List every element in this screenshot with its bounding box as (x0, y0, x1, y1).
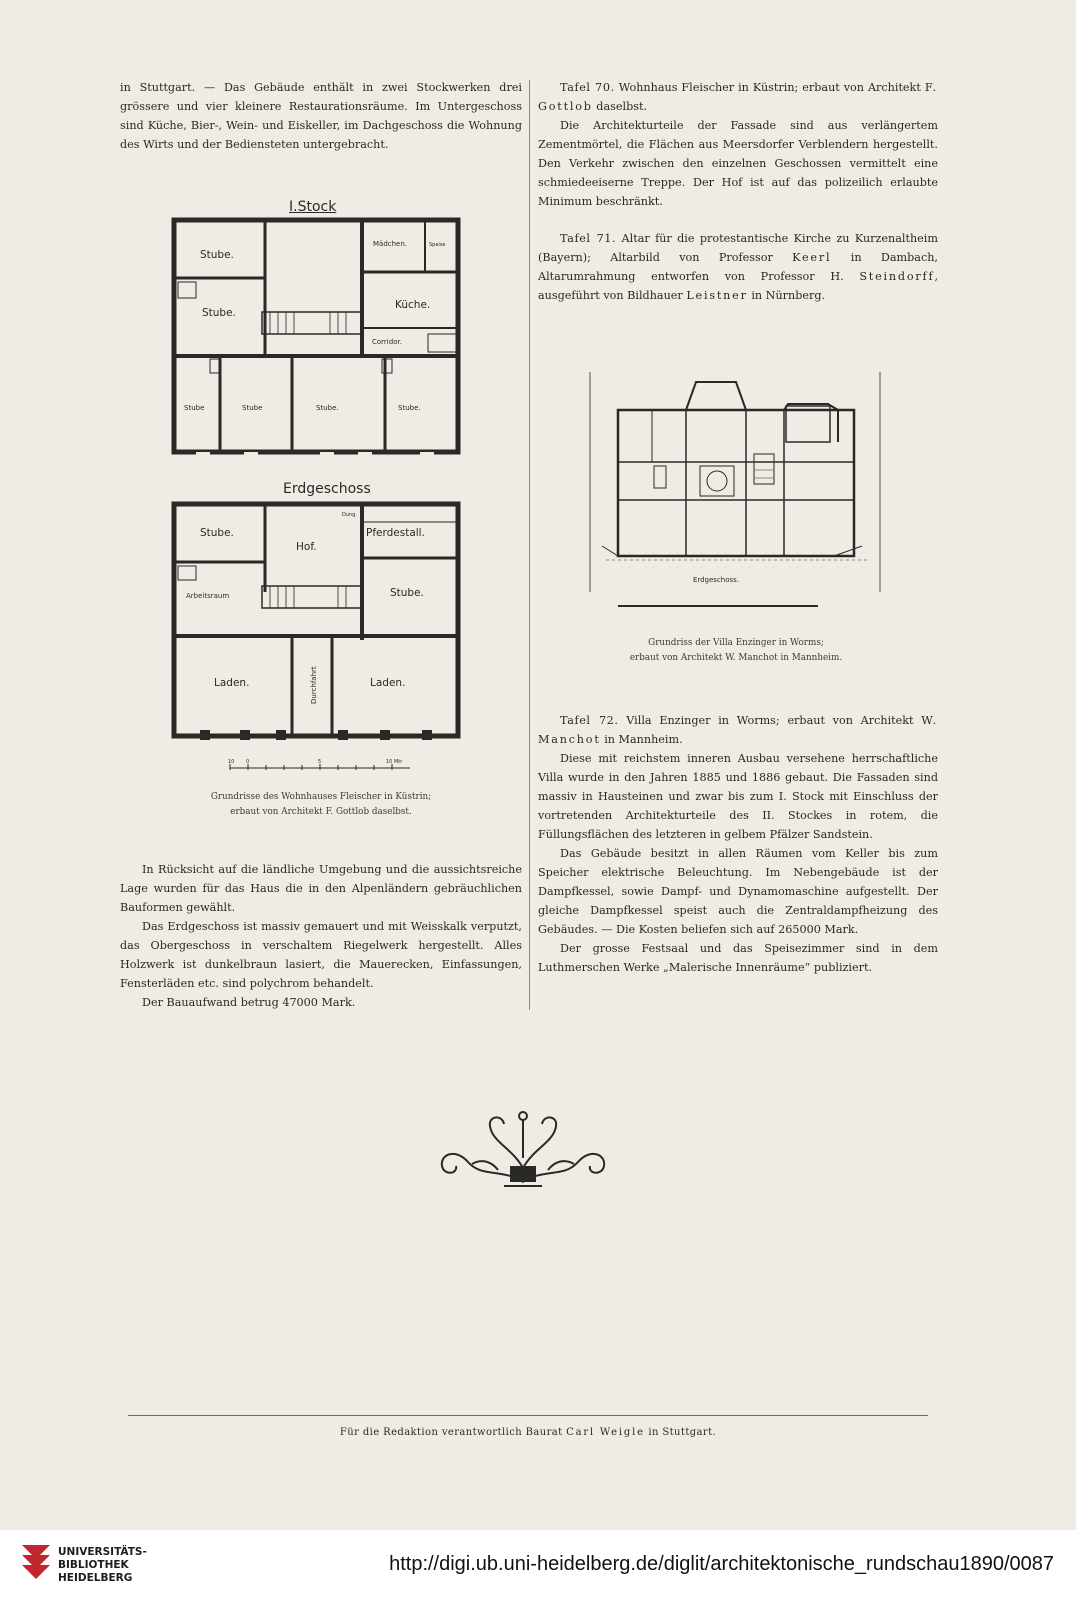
villa-floor-plan (588, 370, 884, 626)
tafel-72-paragraph: Tafel 72. Villa Enzinger in Worms; erbaut von Architekt W. Manchot in Mannheim. (538, 714, 938, 746)
tafel-72-equipment: Das Gebäude besitzt in allen Räumen vom Keller bis zum Speicher elektrische Beleuchtung. Im Nebengebäude ist der Dampfkessel, sowie Dampf- und Dynamomaschine aufgestellt. Der gleiche Dampfkessel speist auch die Zentraldampfheizung des Gebäudes. — Die Kosten beliefen sich auf 265000 Mark. (538, 847, 938, 936)
right-figure-caption (568, 636, 904, 666)
library-name: UNIVERSITÄTS- BIBLIOTHEK HEIDELBERG (58, 1546, 147, 1584)
source-url-link[interactable]: http://digi.ub.uni-heidelberg.de/diglit/architektonische_rundschau1890/0087 (389, 1553, 1054, 1575)
room-label: Stube. (398, 404, 421, 412)
left-column (120, 78, 522, 154)
ornament (432, 1108, 614, 1190)
right-column (538, 78, 938, 305)
footer-credit: Für die Redaktion verantwortlich Baurat Carl Weigle in Stuttgart. (339, 1427, 717, 1438)
caption-line: erbaut von Architekt W. Manchot in Mannheim. (629, 653, 843, 663)
footer-rule (128, 1415, 928, 1416)
room-label: Arbeitsraum (186, 592, 230, 600)
left-figure-caption (120, 790, 522, 820)
column-divider (529, 80, 530, 1010)
room-label: Stube. (202, 307, 236, 319)
room-label: Speise (429, 242, 446, 248)
room-label: Stube. (390, 587, 424, 599)
caption-line: erbaut von Architekt F. Gottlob daselbst. (230, 807, 412, 817)
villa-plan-label: Erdgeschoss. (692, 576, 740, 584)
room-label: Küche. (395, 299, 431, 311)
tafel-71-paragraph: Tafel 71. Altar für die protestantische Kirche zu Kurzenaltheim (Bayern); Altarbild von Professor Keerl in Dambach, Altarumrahmung entworfen von Professor H. Steindorff, ausgeführt von Bildhauer Leistner in Nürnberg. (538, 232, 938, 302)
tafel-70-paragraph: Tafel 70. Wohnhaus Fleischer in Küstrin; erbaut von Architekt F. Gottlob daselbst. (538, 81, 938, 113)
room-label: Stube (242, 404, 263, 412)
room-label: Hof. (296, 541, 317, 553)
room-label: Mädchen. (373, 240, 408, 248)
left-para-1: in Stuttgart. — Das Gebäude enthält in zwei Stockwerken drei grössere und vier kleinere Restaurationsräume. Im Untergeschoss sind Küche, Bier-, Wein- und Eiskeller, im Dachgeschoss die Wohnung des Wirts und der Bediensteten untergebracht. (120, 81, 522, 151)
floor-plan-ground (170, 500, 462, 742)
room-label: Pferdestall. (366, 527, 425, 539)
scale-label: 5 (318, 759, 322, 765)
plan-ground-title: Erdgeschoss (283, 481, 371, 497)
plan-upper-title: I.Stock (289, 199, 337, 215)
tafel-72-publication: Der grosse Festsaal und das Speisezimmer sind in dem Luthmerschen Werke „Malerische Innenräume“ publiziert. (538, 942, 938, 974)
left-para-2: In Rücksicht auf die ländliche Umgebung und die aussichtsreiche Lage wurden für das Haus die in den Alpenländern gebräuchlichen Bauformen gewählt. (120, 863, 522, 914)
room-label: Laden. (370, 677, 406, 689)
caption-line: Grundrisse des Wohnhauses Fleischer in Küstrin; (210, 792, 432, 802)
room-label: Stube. (200, 249, 234, 261)
left-para-4: Der Bauaufwand betrug 47000 Mark. (142, 996, 356, 1009)
scale-label: 10 (228, 759, 235, 765)
room-label: Corridor. (372, 338, 402, 346)
left-para-3: Das Erdgeschoss ist massiv gemauert und mit Weisskalk verputzt, das Obergeschoss in verschaltem Riegelwerk hergestellt. Alles Holzwerk ist dunkelbraun lasiert, die Mauerecken, Einfassungen, Fensterläden etc. sind polychrom behandelt. (120, 920, 522, 990)
left-column-lower (120, 860, 522, 1012)
scale-bar (226, 756, 416, 774)
room-label: Laden. (214, 677, 250, 689)
floor-plan-upper (170, 216, 462, 456)
caption-line: Grundriss der Villa Enzinger in Worms; (648, 638, 824, 648)
room-label: Durchfahrt (310, 666, 318, 704)
room-label: Stube. (316, 404, 339, 412)
tafel-70-description: Die Architekturteile der Fassade sind aus verlängertem Zementmörtel, die Flächen aus Meersdorfer Verblendern hergestellt. Den Verkehr zwischen den einzelnen Geschossen vermittelt eine schmiedeeiserne Treppe. Der Hof ist auf das polizeilich erlaubte Minimum beschränkt. (538, 119, 938, 208)
room-label: Stube (184, 404, 205, 412)
room-label: Stube. (200, 527, 234, 539)
right-column-lower (538, 711, 938, 977)
tafel-72-description: Diese mit reichstem inneren Ausbau versehene herrschaftliche Villa wurde in den Jahren 1885 und 1886 gebaut. Die Fassaden sind massiv in Hausteinen und zwar bis zum I. Stock mit Einschluss der vortretenden Architekturteile des II. Stockes in rotem, die Füllungsflächen des letzteren in gelbem Pfälzer Sandstein. (538, 752, 938, 841)
scale-label: 0 (246, 759, 250, 765)
library-logo-icon (20, 1539, 54, 1589)
scale-label: 10 Mtr (386, 759, 403, 765)
room-label: Dung. (342, 512, 357, 518)
